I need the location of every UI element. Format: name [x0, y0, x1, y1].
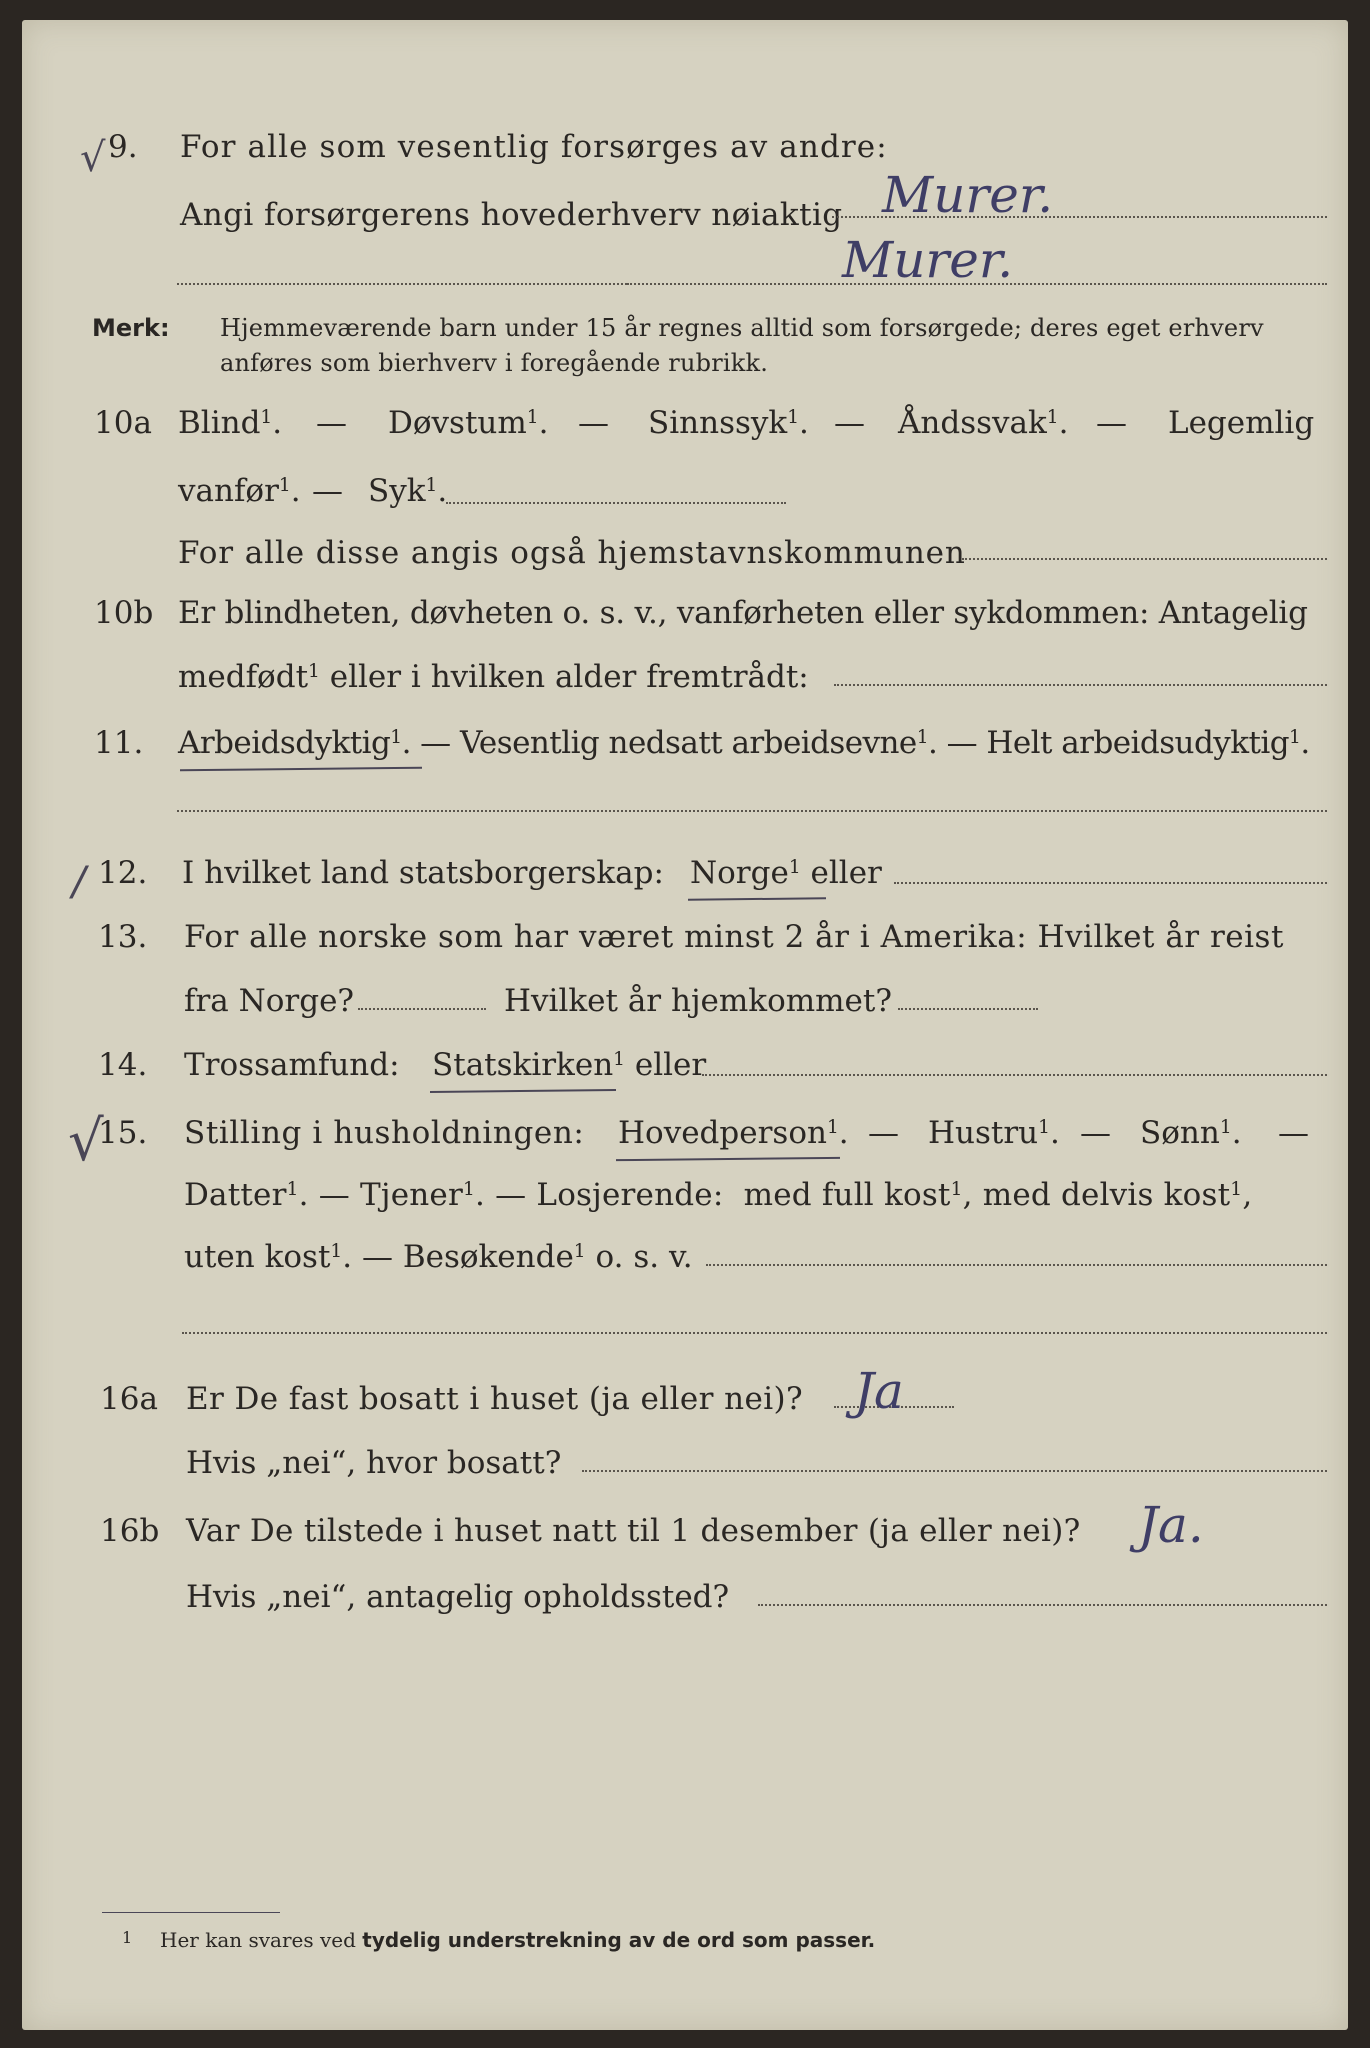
q15-dash3: — [1278, 1115, 1309, 1151]
q13-number: 13. [98, 919, 148, 955]
q15-dash1: — [868, 1115, 899, 1151]
merk-label: Merk: [92, 314, 170, 342]
q16a-bosatt-answer-line [582, 1470, 1327, 1472]
q14-number: 14. [98, 1047, 148, 1083]
q16a-handwritten-answer: Ja [854, 1362, 904, 1420]
q10a-number: 10a [94, 405, 152, 441]
q10a-syk-answer-line [446, 502, 786, 504]
q14-text: Trossamfund: [184, 1047, 400, 1083]
q15-dash2: — [1080, 1115, 1111, 1151]
q10a-andssvak: Åndssvak$^1$. [898, 405, 1069, 441]
q10a-dash4: — [1096, 405, 1127, 441]
q10a-dash2: — [578, 405, 609, 441]
q9-handwritten-answer2: Murer. [842, 231, 1014, 289]
q13-line2a: fra Norge? [184, 983, 355, 1019]
q11-underline-arbeidsdyktig [180, 767, 422, 772]
q9-answer-line2a [177, 283, 627, 285]
q14-underline-statskirken [430, 1089, 616, 1093]
q10a-legemlig: Legemlig [1168, 405, 1315, 441]
q16b-oppholdssted-answer-line [758, 1604, 1327, 1606]
q11-answer-line [177, 810, 1327, 812]
q15-label: Stilling i husholdningen: [184, 1115, 585, 1151]
check-mark-q15: √ [68, 1109, 104, 1174]
q10b-line2: medfødt$^1$ eller i hvilken alder fremtrådt: [178, 659, 809, 695]
q13-line1: For alle norske som har været minst 2 år i Amerika: Hvilket år reist [184, 919, 1284, 955]
q14-statskirken: Statskirken$^1$ eller [432, 1047, 707, 1083]
q16b-line2: Hvis „nei“, antagelig opholdssted? [186, 1579, 730, 1615]
q10a-vanfor: vanfør$^1$. [178, 473, 301, 509]
q14-answer-line [702, 1074, 1327, 1076]
q12-answer-line [894, 882, 1327, 884]
q10a-blind: Blind$^1$. [178, 405, 283, 441]
q10a-dash5: — [312, 473, 343, 509]
q10a-hjemstavn-answer-line [962, 558, 1327, 560]
q15-hustru: Hustru$^1$. [928, 1115, 1060, 1151]
q16a-line1: Er De fast bosatt i huset (ja eller nei)? [186, 1381, 804, 1417]
q16b-handwritten-answer: Ja. [1138, 1496, 1204, 1554]
census-form-page [22, 20, 1348, 2030]
q10b-line1: Er blindheten, døvheten o. s. v., vanførheten eller sykdommen: Antagelig [178, 595, 1308, 631]
q10a-dovstum: Døvstum$^1$. [388, 405, 549, 441]
q13-reist-answer-line [358, 1008, 486, 1010]
footnote-mark: 1 [122, 1928, 133, 1947]
q10a-syk: Syk$^1$. [368, 473, 448, 509]
q13-hjemkommet-answer-line [898, 1008, 1038, 1010]
q11-number: 11. [94, 725, 144, 761]
q12-text: I hvilket land statsborgerskap: [182, 855, 664, 891]
q15-hovedperson: Hovedperson$^1$. [618, 1115, 849, 1151]
q9-handwritten-answer1: Murer. [882, 166, 1054, 224]
q10a-line3: For alle disse angis også hjemstavnskommunen [178, 535, 966, 571]
q16a-number: 16a [100, 1381, 158, 1417]
q15-line3: uten kost$^1$. — Besøkende$^1$ o. s. v. [184, 1239, 693, 1275]
q15-answer-line2 [182, 1332, 1327, 1334]
q10a-dash3: — [834, 405, 865, 441]
q12-number: 12. [98, 855, 148, 891]
q16a-line2: Hvis „nei“, hvor bosatt? [186, 1445, 562, 1481]
q10b-number: 10b [94, 595, 154, 631]
q15-line2: Datter$^1$. — Tjener$^1$. — Losjerende: med full kost$^1$, med delvis kost$^1$, [184, 1177, 1253, 1213]
q15-number: 15. [98, 1115, 148, 1151]
footnote-text: Her kan svares ved tydelig understrekning av de ord som passer. [160, 1928, 876, 1952]
q9-line1: For alle som vesentlig forsørges av andre: [180, 129, 888, 165]
q10a-sinnssyk: Sinnssyk$^1$. [648, 405, 809, 441]
q9-line2: Angi forsørgerens hovederhverv nøiaktig [180, 197, 843, 233]
q9-number: 9. [108, 129, 138, 165]
merk-line2: anføres som bierhverv i foregående rubrikk. [220, 349, 769, 377]
q13-line2b: Hvilket år hjemkommet? [504, 983, 892, 1019]
q16b-line1: Var De tilstede i huset natt til 1 desember (ja eller nei)? [186, 1513, 1081, 1549]
check-mark-q9: √ [80, 135, 106, 181]
footnote-rule [102, 1912, 280, 1913]
q12-underline-norge [688, 897, 826, 900]
merk-line1: Hjemmeværende barn under 15 år regnes alltid som forsørgede; deres eget erhverv [220, 314, 1264, 342]
q10b-answer-line [834, 684, 1327, 686]
q15-underline-hovedperson [616, 1157, 840, 1161]
q10a-dash1: — [316, 405, 347, 441]
q16b-number: 16b [100, 1513, 160, 1549]
q15-answer-line1 [706, 1264, 1327, 1266]
check-mark-q12: / [72, 859, 86, 905]
q12-norge: Norge$^1$ eller [690, 855, 882, 891]
q15-sonn: Sønn$^1$. [1140, 1115, 1242, 1151]
q11-options: Arbeidsdyktig$^1$. — Vesentlig nedsatt arbeidsevne$^1$. — Helt arbeidsudyktig$^1$. [178, 725, 1310, 761]
